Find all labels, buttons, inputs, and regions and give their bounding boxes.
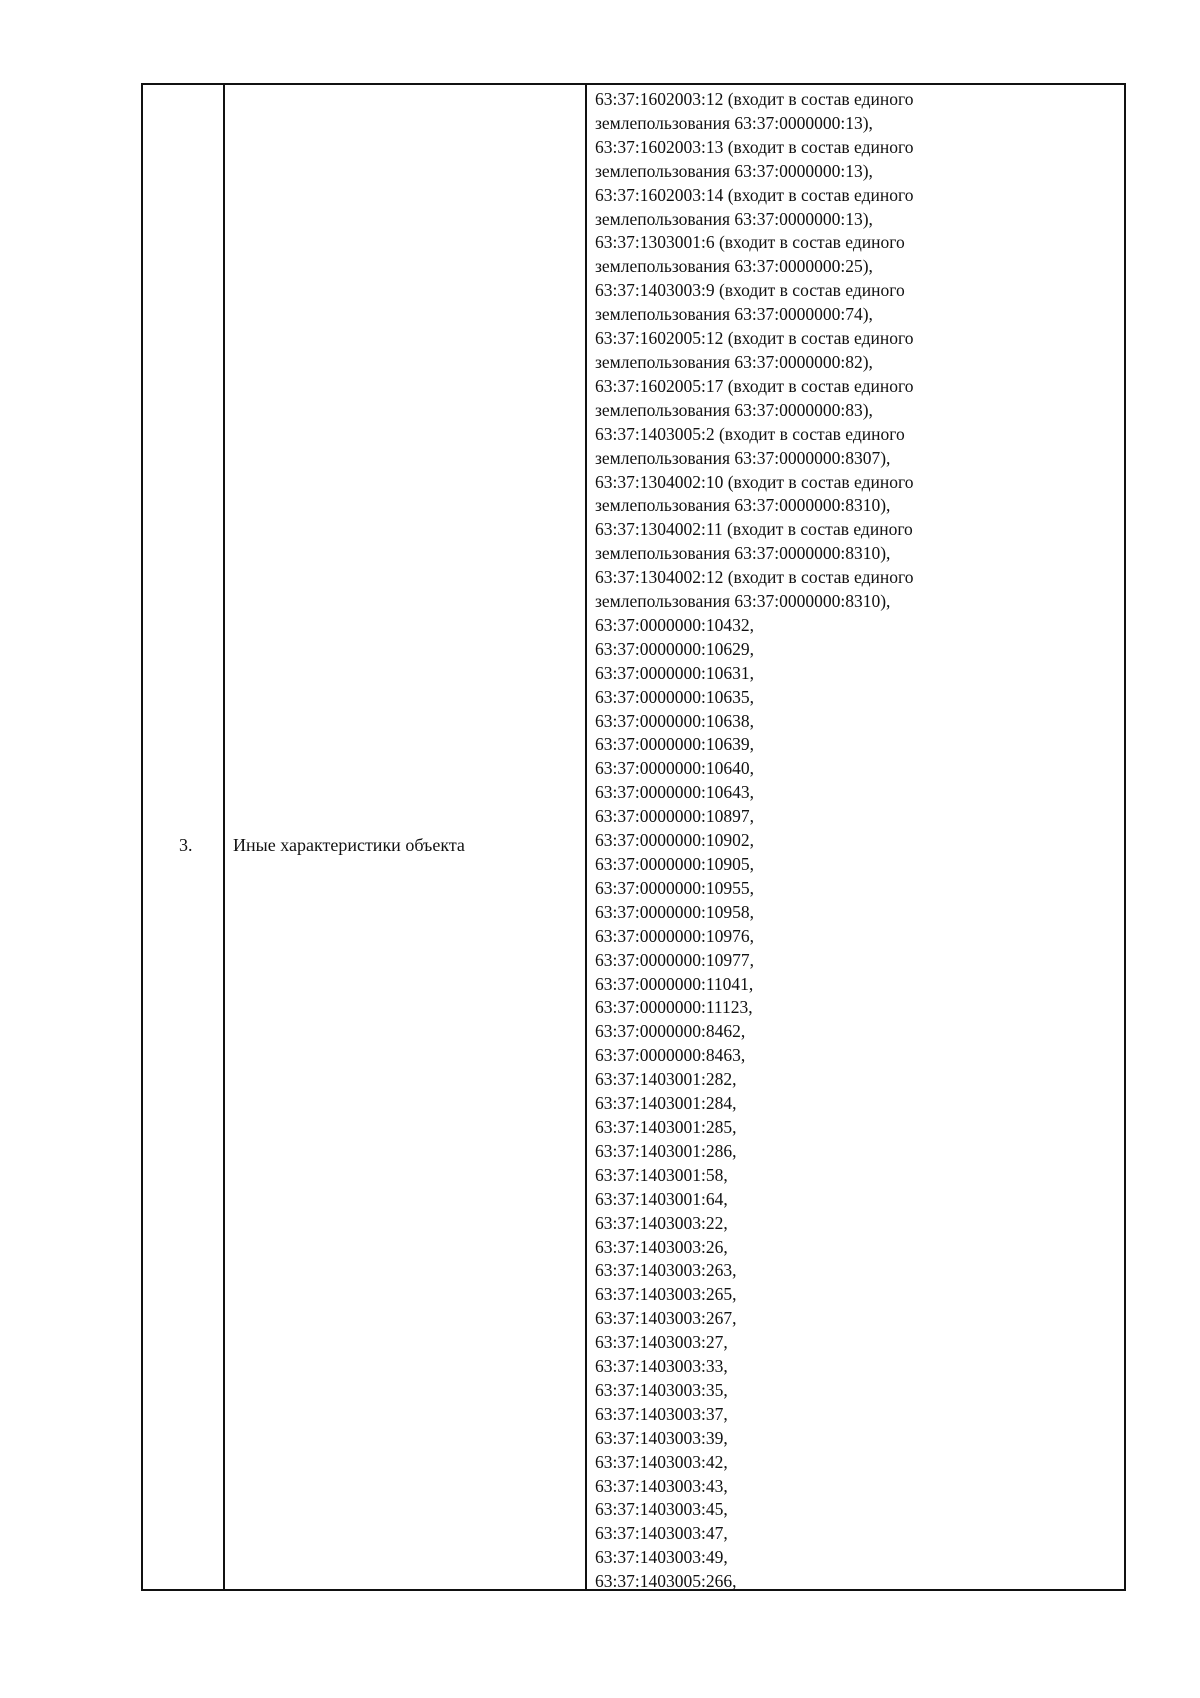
value-line: 63:37:1403003:22, [595, 1212, 728, 1233]
value-line: 63:37:1602003:12 (входит в состав единого [595, 89, 914, 109]
value-line: 63:37:1403001:284, [595, 1093, 737, 1114]
value-line: землепользования 63:37:0000000:82), [595, 351, 873, 372]
value-line: 63:37:0000000:10958, [595, 901, 754, 922]
value-line: 63:37:0000000:10640, [595, 758, 754, 779]
value-line: 63:37:1403005:266, [595, 1571, 737, 1592]
value-line: 63:37:0000000:10635, [595, 686, 754, 707]
value-line: 63:37:0000000:8462, [595, 1021, 746, 1042]
value-line: 63:37:0000000:10631, [595, 662, 754, 683]
value-line: 63:37:1403003:27, [595, 1332, 728, 1353]
value-line: 63:37:0000000:10976, [595, 925, 754, 946]
row-name: Иные характеристики объекта [233, 835, 465, 855]
value-line: 63:37:1403003:47, [595, 1523, 728, 1544]
value-line: 63:37:0000000:10629, [595, 638, 754, 659]
value-line: 63:37:0000000:10638, [595, 710, 754, 731]
value-line: 63:37:0000000:11041, [595, 973, 754, 994]
value-line: землепользования 63:37:0000000:8310), [595, 495, 891, 516]
value-line: 63:37:1602005:17 (входит в состав единого [595, 375, 914, 396]
value-line: землепользования 63:37:0000000:8310), [595, 543, 891, 564]
value-line: 63:37:1403003:263, [595, 1260, 737, 1281]
value-line: 63:37:1303001:6 (входит в состав единого [595, 232, 905, 253]
characteristics-table [141, 83, 1126, 1591]
value-line: 63:37:1403003:39, [595, 1427, 728, 1448]
value-line: землепользования 63:37:0000000:13), [595, 208, 873, 229]
row-name-cell [225, 85, 587, 1589]
value-line: землепользования 63:37:0000000:13), [595, 160, 873, 181]
row-value-cell [587, 85, 1124, 1592]
value-line: землепользования 63:37:0000000:8307), [595, 447, 891, 468]
value-line: 63:37:0000000:10639, [595, 734, 754, 755]
value-line: землепользования 63:37:0000000:13), [595, 112, 873, 133]
value-line: 63:37:1403003:42, [595, 1451, 728, 1472]
value-line: 63:37:1403001:64, [595, 1188, 728, 1209]
value-line: 63:37:1403001:58, [595, 1164, 728, 1185]
value-line: землепользования 63:37:0000000:8310), [595, 591, 891, 612]
value-line: 63:37:0000000:10902, [595, 830, 754, 851]
value-line: 63:37:1403003:43, [595, 1475, 728, 1496]
value-line: 63:37:1304002:11 (входит в состав единого [595, 519, 913, 540]
value-line: землепользования 63:37:0000000:25), [595, 256, 873, 277]
value-line: землепользования 63:37:0000000:74), [595, 304, 873, 325]
value-line: 63:37:1403003:267, [595, 1308, 737, 1329]
value-line: 63:37:1403003:265, [595, 1284, 737, 1305]
value-line: 63:37:1403003:9 (входит в состав единого [595, 280, 905, 301]
value-line: 63:37:1403003:26, [595, 1236, 728, 1257]
value-line: 63:37:0000000:10977, [595, 949, 754, 970]
value-line: 63:37:1304002:10 (входит в состав единого [595, 471, 914, 492]
value-line: 63:37:0000000:8463, [595, 1045, 746, 1066]
value-line: 63:37:1602005:12 (входит в состав единого [595, 328, 914, 349]
value-line: 63:37:0000000:10905, [595, 854, 754, 874]
value-line: 63:37:1602003:14 (входит в состав единого [595, 184, 914, 205]
value-line: 63:37:0000000:10643, [595, 782, 754, 803]
row-number-cell [143, 85, 225, 1589]
value-line: 63:37:1403003:33, [595, 1356, 728, 1377]
value-line: 63:37:1403001:285, [595, 1116, 737, 1137]
value-line: 63:37:0000000:10955, [595, 877, 754, 898]
value-line: 63:37:1403003:49, [595, 1547, 728, 1568]
value-line: 63:37:1403001:286, [595, 1140, 737, 1161]
value-line: 63:37:1304002:12 (входит в состав единого [595, 567, 914, 588]
value-line: 63:37:0000000:10897, [595, 806, 754, 827]
value-line: 63:37:1403003:45, [595, 1499, 728, 1520]
value-line: 63:37:0000000:11123, [595, 997, 753, 1018]
value-line: 63:37:0000000:10432, [595, 614, 754, 635]
value-line: 63:37:1403003:37, [595, 1403, 728, 1424]
value-line: землепользования 63:37:0000000:83), [595, 399, 873, 420]
value-line: 63:37:1403005:2 (входит в состав единого [595, 423, 905, 444]
value-line: 63:37:1403003:35, [595, 1379, 728, 1400]
value-line: 63:37:1602003:13 (входит в состав единого [595, 136, 914, 157]
row-number: 3. [179, 835, 193, 855]
value-line: 63:37:1403001:282, [595, 1069, 737, 1090]
